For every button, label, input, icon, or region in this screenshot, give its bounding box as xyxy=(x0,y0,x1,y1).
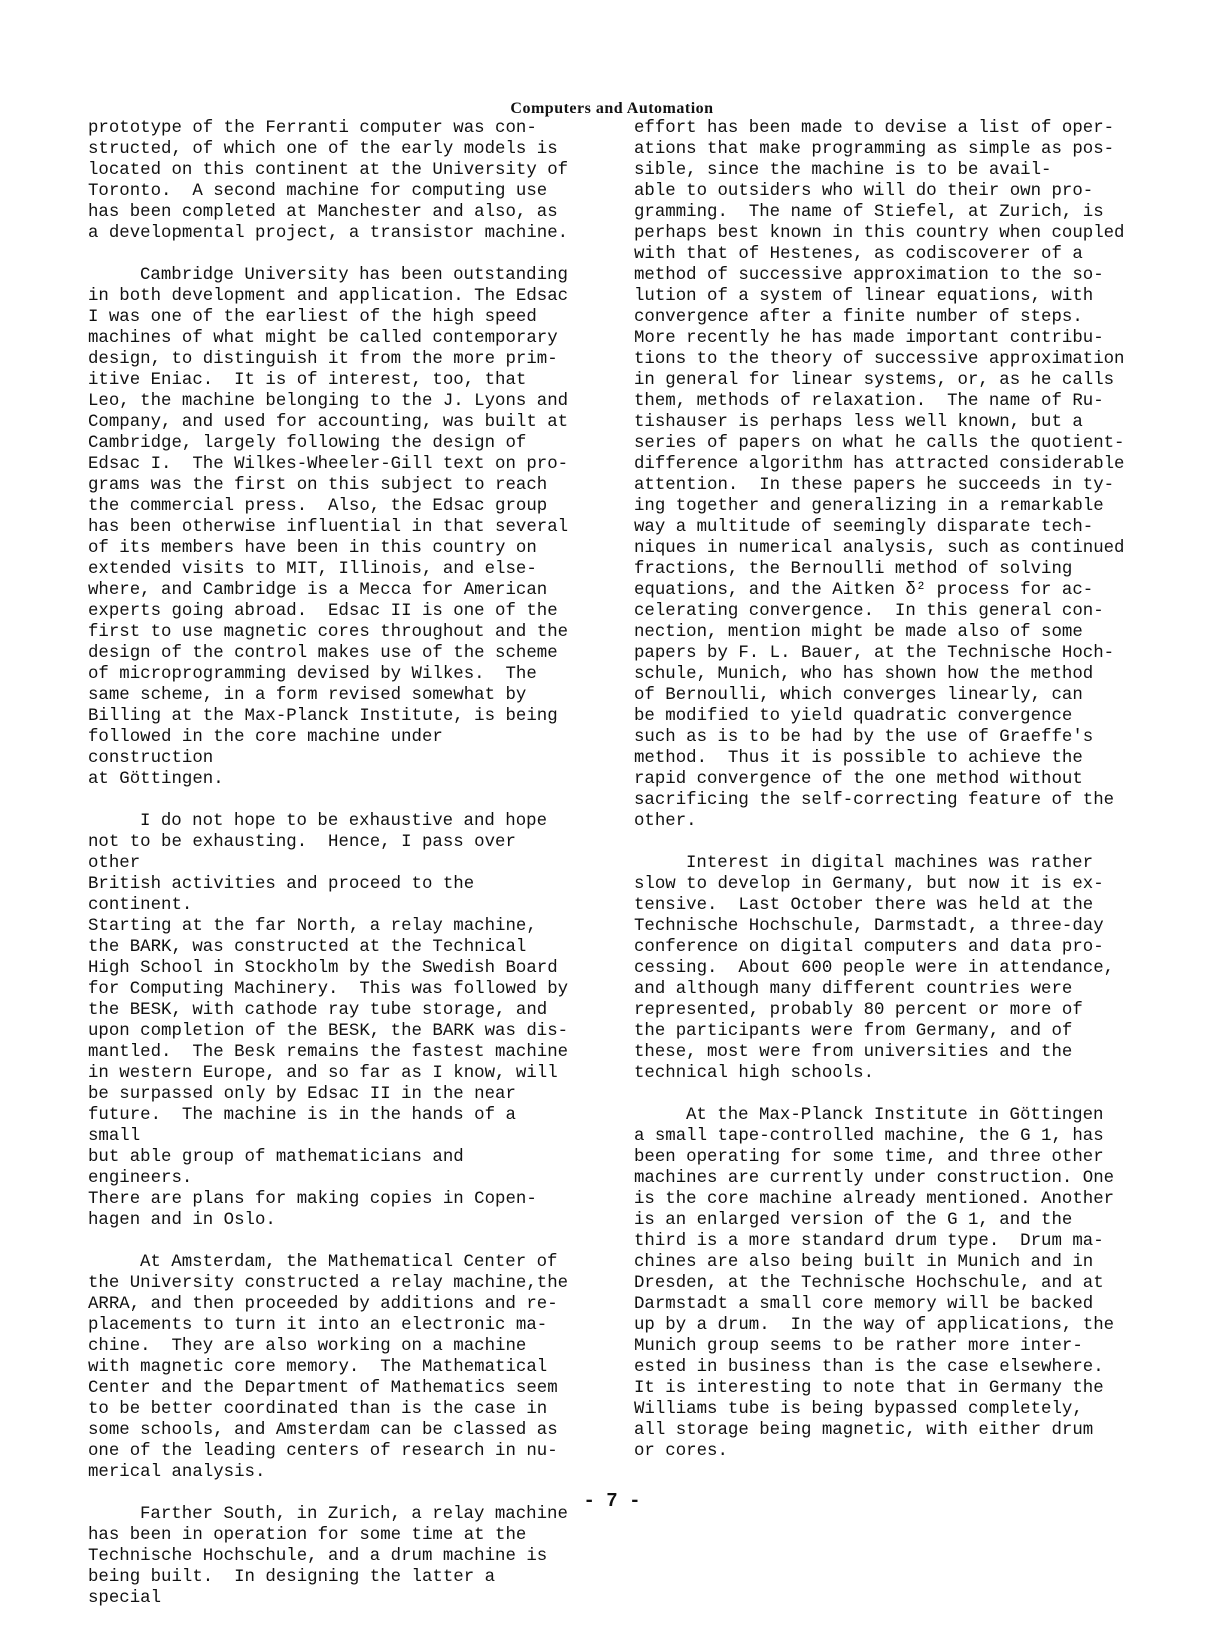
running-header: Computers and Automation xyxy=(510,100,714,117)
paragraph: At Amsterdam, the Mathematical Center of the University constructed a relay machine,the ARRA, and then proceeded by additions and re- placements to turn it into an electronic ma- chine. They are also working on a machine with magnetic core memory. The Mathematical Center and the Department of Mathematics seem to be better coordinated than is the case in some schools, and Amsterdam can be classed as one of the leading centers of research in nu- merical analysis. xyxy=(88,1253,569,1482)
paragraph: effort has been made to devise a list of oper- ations that make programming as simple as pos- sible, since the machine is to be avail- able to outsiders who will do their own pro- gramming. The name of Stiefel, at Zurich, is perhaps best known in this country when coupled with that of Hestenes, as codiscoverer of a method of successive approximation to the so- lution of a system of linear equations, with convergence after a finite number of steps. More recently he has made important contribu- tions to the theory of successive approximation in general for linear systems, or, as he calls them, methods of relaxation. The name of Ru- tishauser is perhaps less well known, but a series of papers on what he calls the quotient- difference algorithm has attracted considerable attention. In these papers he succeeds in ty- ing together and generalizing in a remarkable way a multitude of seemingly disparate tech- niques in numerical analysis, such as continued fractions, the Bernoulli method of solving equations, and the Aitken δ² process for ac- celerating convergence. In this general con- nection, mention might be made also of some papers by F. L. Bauer, at the Technische Hoch- schule, Munich, who has shown how the method of Bernoulli, which converges linearly, can be modified to yield quadratic convergence such as is to be had by the use of Graeffe's method. Thus it is possible to achieve the rapid convergence of the one method without sacrificing the self-correcting feature of the other. xyxy=(634,119,1125,831)
paragraph: prototype of the Ferranti computer was con- structed, of which one of the early models is located on this continent at the University of Toronto. A second machine for computing use has been completed at Manchester and also, as a developmental project, a transistor machine. xyxy=(88,119,569,243)
left-column xyxy=(88,118,578,1630)
page-number: - 7 - xyxy=(583,1490,641,1512)
paragraph: Cambridge University has been outstanding in both development and application. The Edsac I was one of the earliest of the high speed machines of what might be called contemporary design, to distinguish it from the more prim- itive Eniac. It is of interest, too, that Leo, the machine belonging to the J. Lyons and Company, and used for accounting, was built at Cambridge, largely following the design of Edsac I. The Wilkes-Wheeler-Gill text on pro- grams was the first on this subject to reach the commercial press. Also, the Edsac group has been otherwise influential in that several of its members have been in this country on extended visits to MIT, Illinois, and else- where, and Cambridge is a Mecca for American experts going abroad. Edsac II is one of the first to use magnetic cores throughout and the design of the control makes use of the scheme of microprogramming devised by Wilkes. The same scheme, in a form revised somewhat by Billing at the Max-Planck Institute, is being followed in the core machine under construction at Göttingen. xyxy=(88,266,569,789)
paragraph: Farther South, in Zurich, a relay machine has been in operation for some time at the Technische Hochschule, and a drum machine is being built. In designing the latter a special xyxy=(88,1505,568,1608)
right-column xyxy=(634,118,1134,1483)
paragraph: Interest in digital machines was rather slow to develop in Germany, but now it is ex- tensive. Last October there was held at the Technische Hochschule, Darmstadt, a three-day conference on digital computers and data pro- cessing. About 600 people were in attendance, and although many different countries were represented, probably 80 percent or more of the participants were from Germany, and of these, most were from universities and the technical high schools. xyxy=(634,854,1115,1083)
paragraph: I do not hope to be exhaustive and hope not to be exhausting. Hence, I pass over other British activities and proceed to the continent. Starting at the far North, a relay machine, the BARK, was constructed at the Technical High School in Stockholm by the Swedish Board for Computing Machinery. This was followed by the BESK, with cathode ray tube storage, and upon completion of the BESK, the BARK was dis- mantled. The Besk remains the fastest machine in western Europe, and so far as I know, will be surpassed only by Edsac II in the near future. The machine is in the hands of a small but able group of mathematicians and engineers. There are plans for making copies in Copen- hagen and in Oslo. xyxy=(88,812,569,1230)
paragraph: At the Max-Planck Institute in Göttingen a small tape-controlled machine, the G 1, has been operating for some time, and three other machines are currently under construction. One is the core machine already mentioned. Another is an enlarged version of the G 1, and the third is a more standard drum type. Drum ma- chines are also being built in Munich and in Dresden, at the Technische Hochschule, and at Darmstadt a small core memory will be backed up by a drum. In the way of applications, the Munich group seems to be rather more inter- ested in business than is the case elsewhere. It is interesting to note that in Germany the Williams tube is being bypassed completely, all storage being magnetic, with either drum or cores. xyxy=(634,1106,1115,1461)
